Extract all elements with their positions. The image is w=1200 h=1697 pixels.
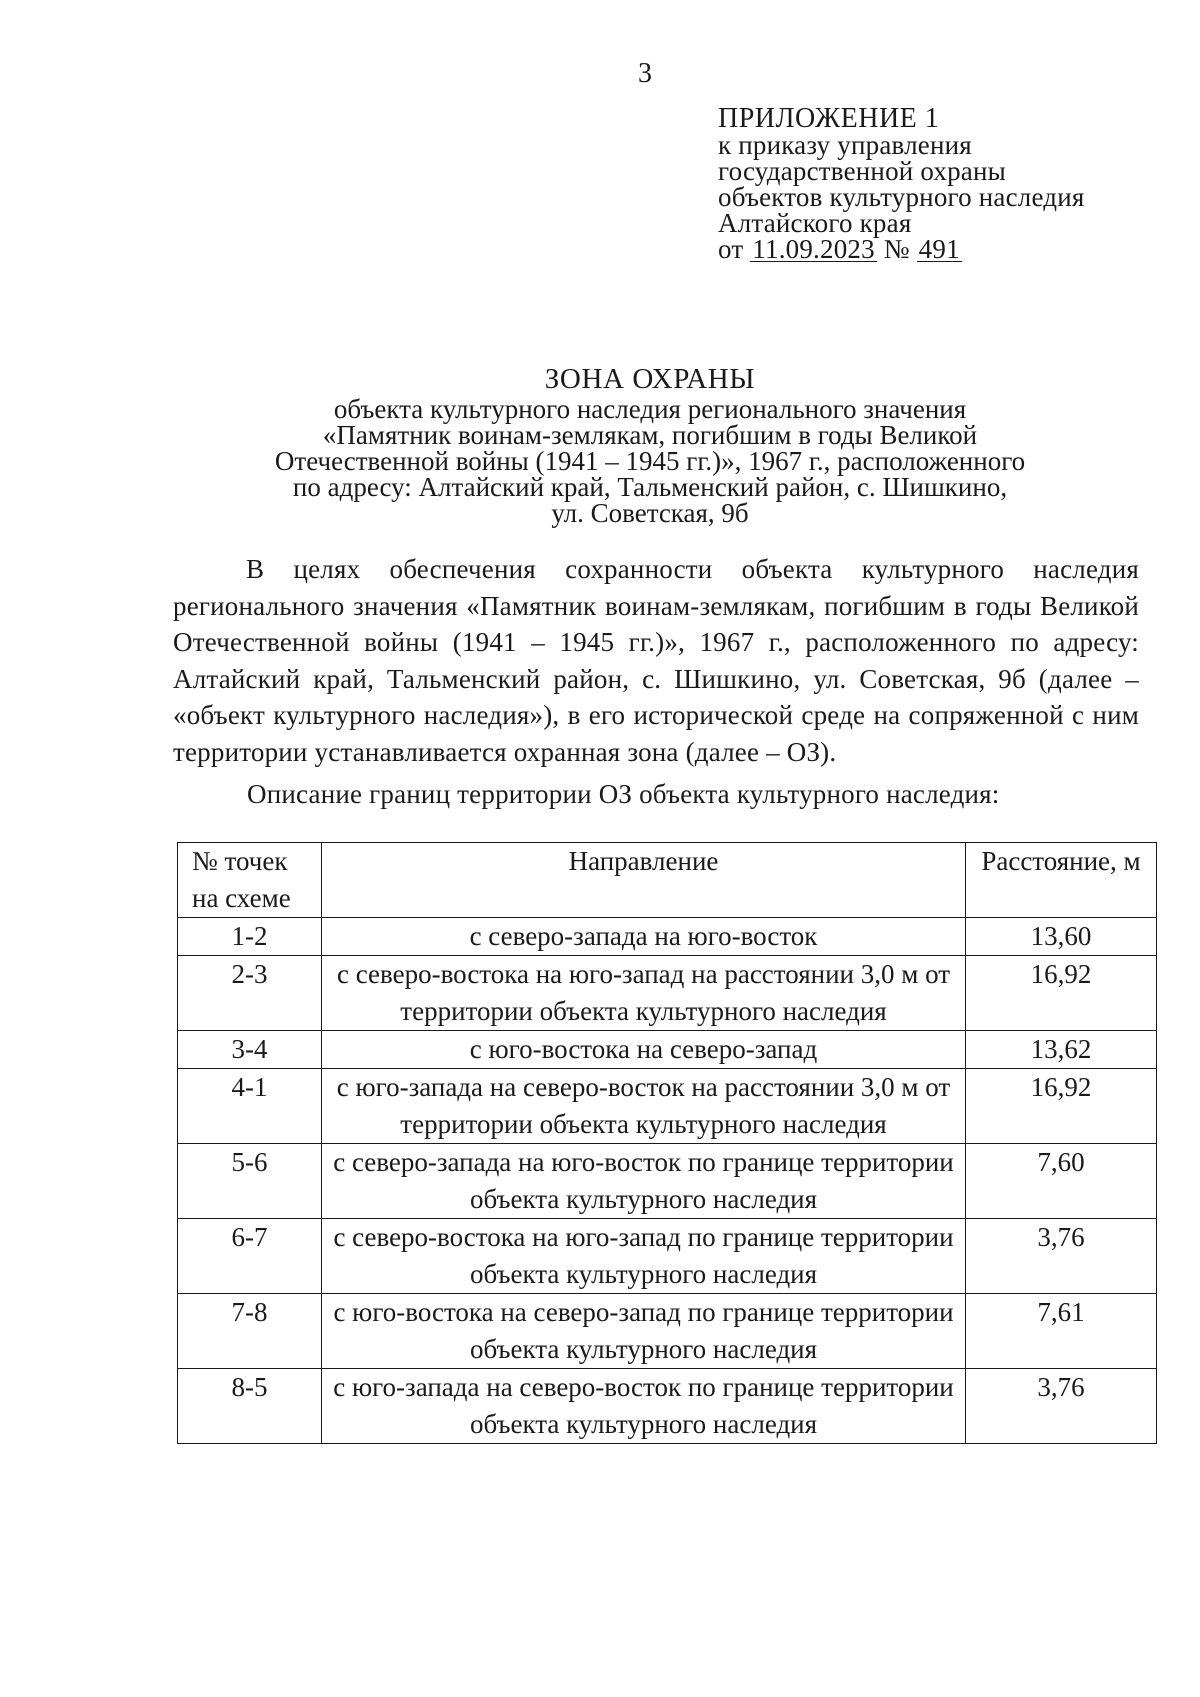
row-distance: 7,61 <box>966 1294 1157 1369</box>
row-distance: 3,76 <box>966 1369 1157 1444</box>
row-distance: 13,62 <box>966 1031 1157 1069</box>
document-title <box>170 363 1130 528</box>
boundary-table <box>177 842 1157 1444</box>
table-row <box>178 1219 1157 1294</box>
title-line: Отечественной войны (1941 – 1945 гг.)», 1967 г., расположенного <box>274 446 1026 476</box>
body-paragraph: В целях обеспечения сохранности объекта культурного наследия регионального значения «Памятник воинам-землякам, погибшим в годы Великой Отечественной войны (1941 – 1945 гг.)», 1967 г., расположенного по адресу: Алтайский край, Тальменский район, с. Шишкино, ул. Советская, 9б (далее – «объект культурного наследия»), в его исторической среде на сопряженной с ним территории устанавливается охранная зона (далее – ОЗ). <box>173 554 1139 767</box>
table-caption: Описание границ территории ОЗ объекта культурного наследия: <box>247 779 1000 809</box>
table-row <box>178 1369 1157 1444</box>
row-points: 3-4 <box>178 1031 322 1069</box>
title-line: ул. Советская, 9б <box>551 498 749 528</box>
title-line: «Памятник воинам-землякам, погибшим в годы Великой <box>322 420 978 450</box>
row-direction: с юго-запада на северо-восток на расстоянии 3,0 м от территории объекта культурного наследия <box>322 1069 966 1144</box>
table-row <box>178 1031 1157 1069</box>
order-number: 491 <box>918 234 960 264</box>
table-row <box>178 1069 1157 1144</box>
row-distance: 7,60 <box>966 1144 1157 1219</box>
row-points: 8-5 <box>178 1369 322 1444</box>
date-prefix: от <box>718 234 744 264</box>
table-row <box>178 1144 1157 1219</box>
header-points-line: на схеме <box>192 883 291 913</box>
table-row <box>178 956 1157 1031</box>
header-distance: Расстояние, м <box>966 843 1157 918</box>
row-direction: с северо-востока на юго-запад на расстоянии 3,0 м от территории объекта культурного наследия <box>322 956 966 1031</box>
page-number: 3 <box>638 58 652 89</box>
row-points: 6-7 <box>178 1219 322 1294</box>
row-points: 4-1 <box>178 1069 322 1144</box>
order-date: 11.09.2023 <box>752 234 875 264</box>
row-direction: с северо-запада на юго-восток по границе территории объекта культурного наследия <box>322 1144 966 1219</box>
row-direction: с юго-востока на северо-запад <box>322 1031 966 1069</box>
table-header-row <box>178 843 1157 918</box>
row-direction: с юго-запада на северо-восток по границе территории объекта культурного наследия <box>322 1369 966 1444</box>
appendix-header <box>718 103 1085 264</box>
header-points <box>178 843 322 918</box>
row-distance: 3,76 <box>966 1219 1157 1294</box>
appendix-line: объектов культурного наследия <box>718 182 1085 212</box>
appendix-line: Алтайского края <box>718 208 912 238</box>
row-direction: с северо-востока на юго-запад по границе территории объекта культурного наследия <box>322 1219 966 1294</box>
row-points: 2-3 <box>178 956 322 1031</box>
title-line: объекта культурного наследия регионального значения <box>333 394 967 424</box>
row-direction: с северо-запада на юго-восток <box>322 918 966 956</box>
title-heading: ЗОНА ОХРАНЫ <box>544 363 756 395</box>
table-row <box>178 1294 1157 1369</box>
number-sign: № <box>883 234 910 264</box>
row-distance: 16,92 <box>966 1069 1157 1144</box>
appendix-line: государственной охраны <box>718 156 1006 186</box>
table-row <box>178 918 1157 956</box>
row-points: 5-6 <box>178 1144 322 1219</box>
row-direction: с юго-востока на северо-запад по границе территории объекта культурного наследия <box>322 1294 966 1369</box>
appendix-date-line <box>718 236 1085 262</box>
title-line: по адресу: Алтайский край, Тальменский район, с. Шишкино, <box>292 472 1008 502</box>
row-distance: 13,60 <box>966 918 1157 956</box>
row-points: 1-2 <box>178 918 322 956</box>
header-points-line: № точек <box>192 846 288 876</box>
row-points: 7-8 <box>178 1294 322 1369</box>
appendix-line: к приказу управления <box>718 130 972 160</box>
row-distance: 16,92 <box>966 956 1157 1031</box>
appendix-title: ПРИЛОЖЕНИЕ 1 <box>718 103 940 134</box>
header-direction: Направление <box>322 843 966 918</box>
